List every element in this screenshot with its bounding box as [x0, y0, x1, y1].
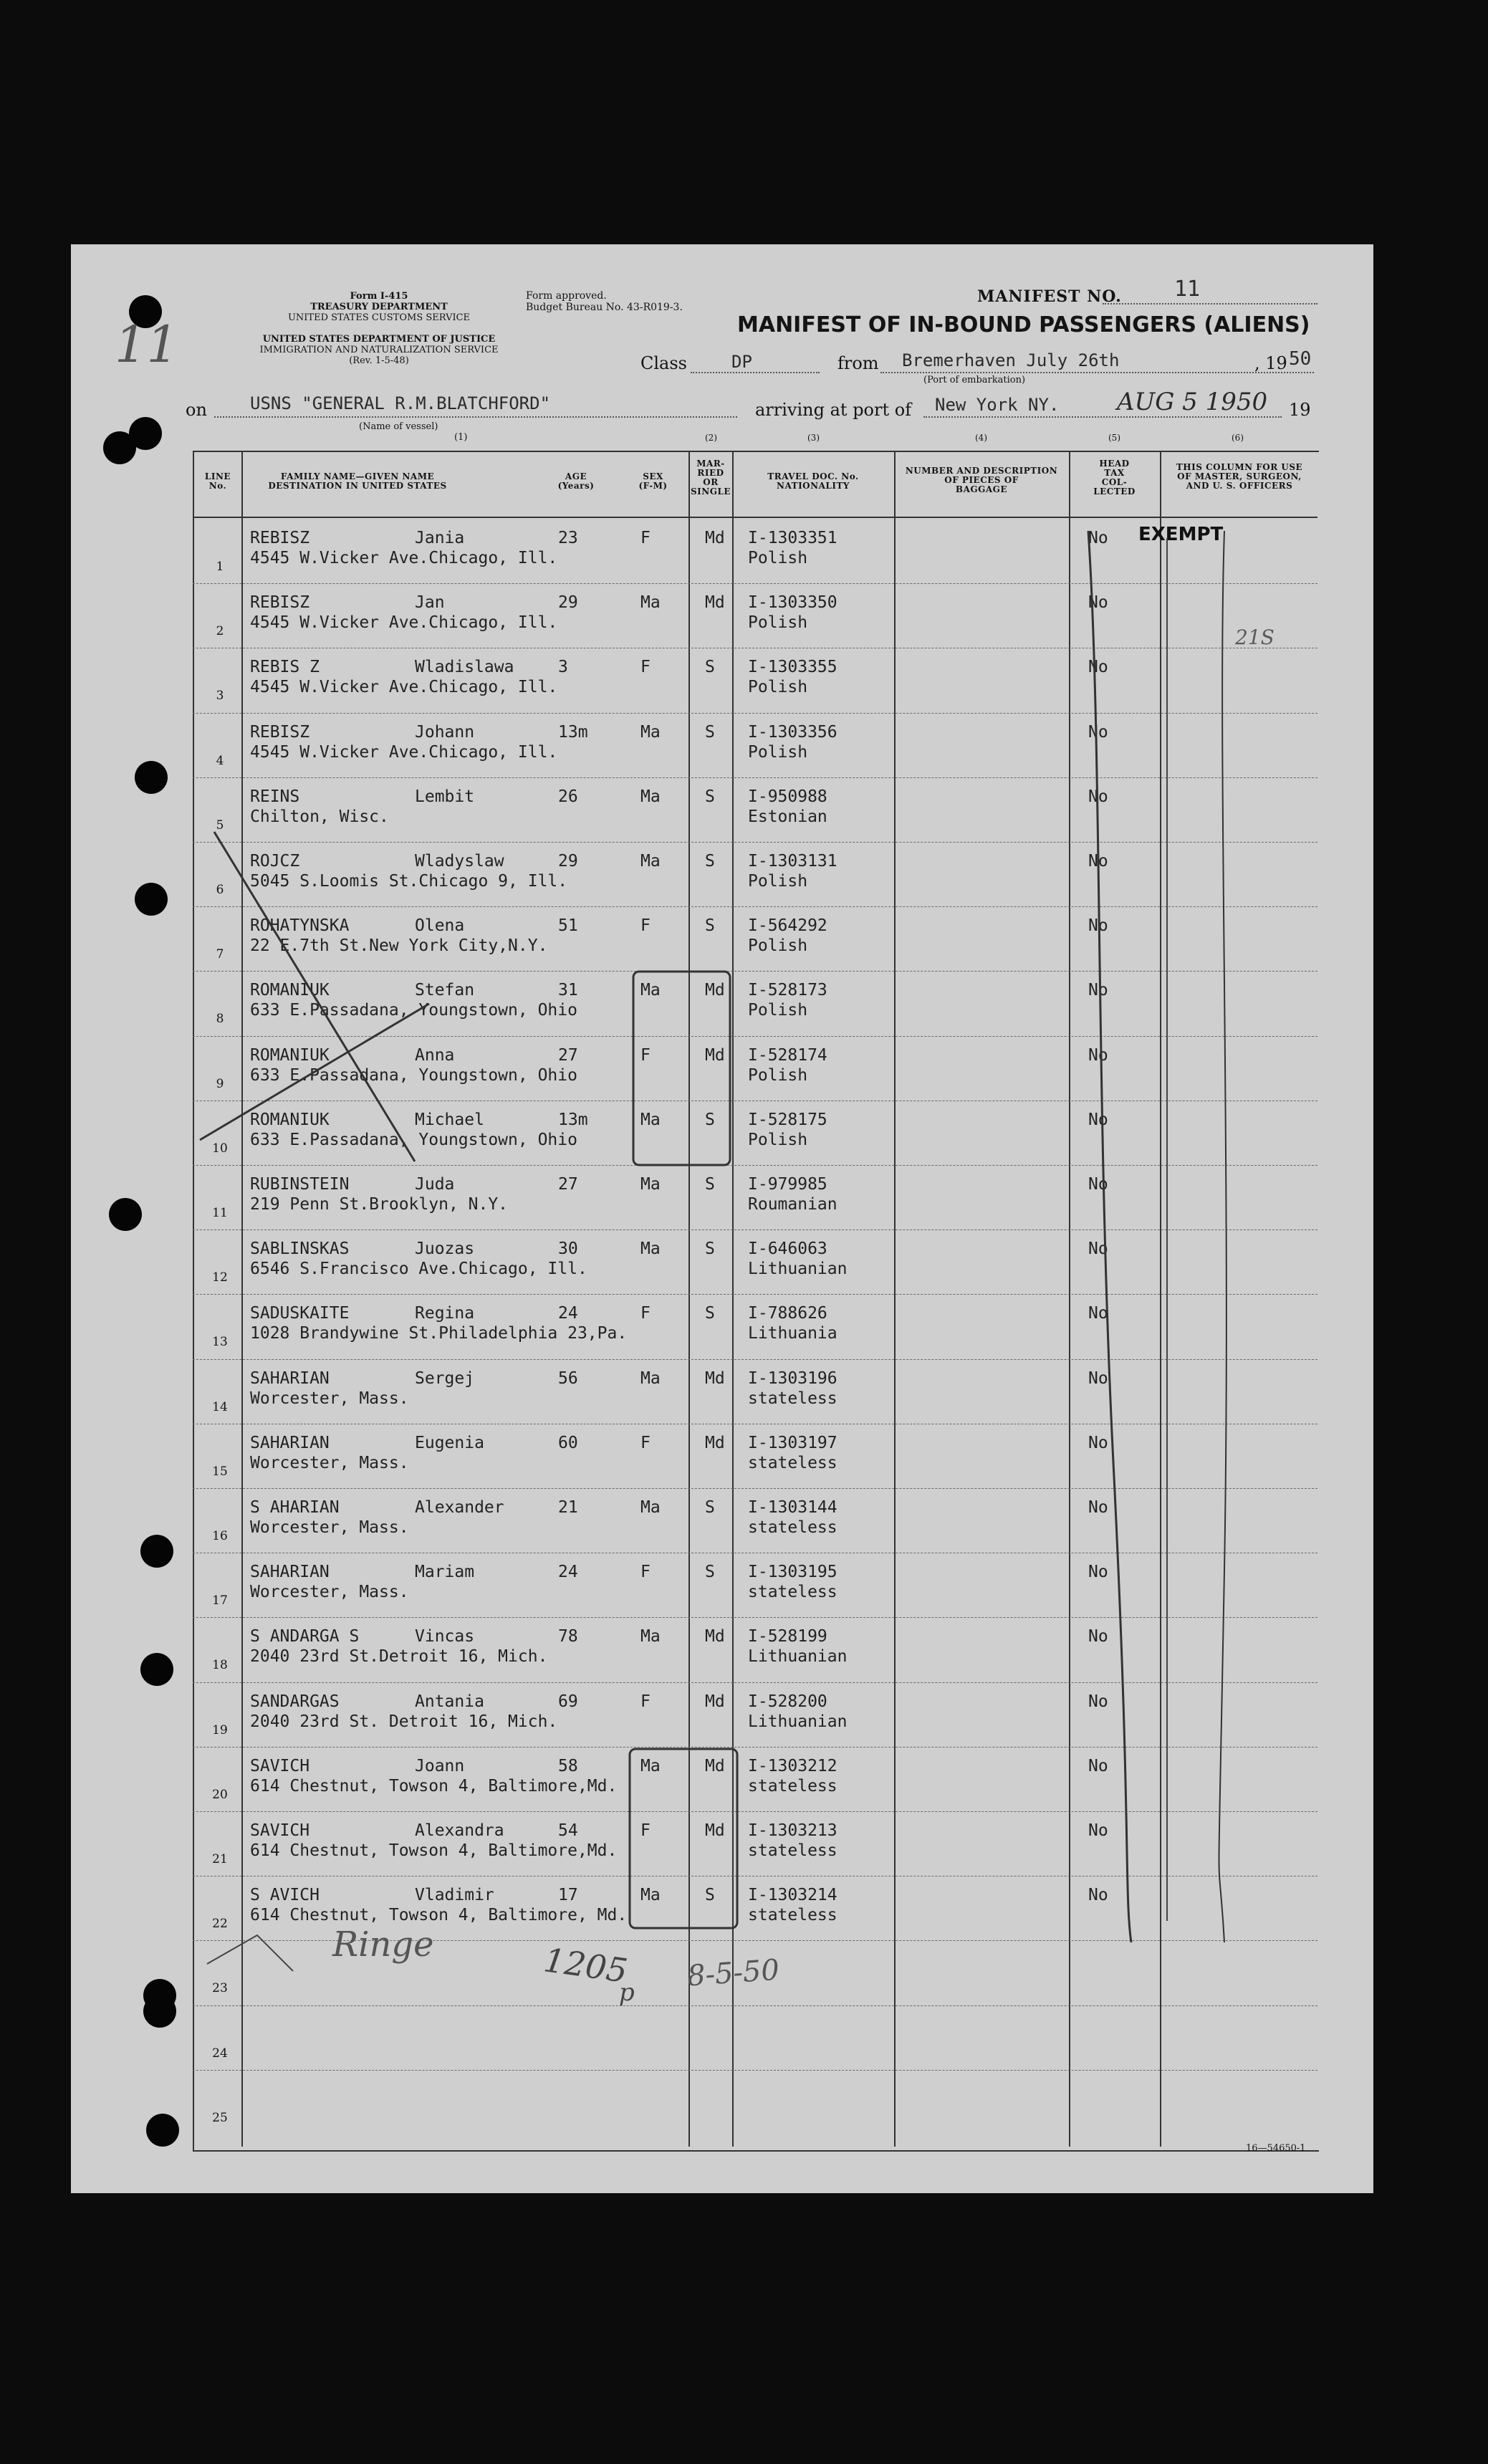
row-sex: F [640, 1433, 651, 1452]
row-sex: F [640, 1045, 651, 1065]
year-prefix: , 19 [1254, 353, 1287, 373]
treasury-dept: TREASURY DEPARTMENT [310, 302, 448, 312]
row-nationality: Polish [748, 742, 808, 762]
row-line-number: 11 [212, 1206, 228, 1220]
row-given-name: Antania [415, 1692, 484, 1711]
row-age: 27 [558, 1045, 578, 1065]
row-line-number: 23 [212, 1981, 228, 1996]
binder-hole [135, 761, 168, 794]
row-destination: Chilton, Wisc. [250, 807, 389, 826]
form-footer: 16—54650-1 [1246, 2143, 1306, 2154]
row-nationality: stateless [748, 1906, 837, 1925]
row-given-name: Mariam [415, 1563, 475, 1582]
row-destination: 614 Chestnut, Towson 4, Baltimore, Md. [250, 1906, 628, 1925]
row-sex: F [640, 658, 651, 677]
row-family-name: ROMANIUK [250, 1045, 330, 1065]
col-travel-doc: TRAVEL DOC. No. NATIONALITY [767, 471, 859, 491]
margin-mark: 11 [115, 315, 179, 374]
row-family-name: SAHARIAN [250, 1433, 330, 1452]
row-given-name: Joann [415, 1756, 465, 1775]
row-given-name: Vladimir [415, 1886, 494, 1905]
row-sex: F [640, 1304, 651, 1323]
row-family-name: ROMANIUK [250, 981, 330, 1000]
row-head-tax: No [1088, 1304, 1108, 1323]
officer-note: 21S [1235, 625, 1275, 649]
signature: Ringe [332, 1924, 434, 1965]
row-head-tax: No [1088, 658, 1108, 677]
exempt-stamp: EXEMPT [1138, 524, 1224, 545]
revision-label: (Rev. 1-5-48) [349, 355, 409, 366]
row-age: 17 [558, 1886, 578, 1905]
row-line-number: 21 [212, 1852, 228, 1866]
row-travel-doc: I-1303350 [748, 593, 837, 613]
row-destination: 614 Chestnut, Towson 4, Baltimore,Md. [250, 1776, 618, 1796]
row-marital-status: Md [705, 1368, 725, 1388]
row-destination: 5045 S.Loomis St.Chicago 9, Ill. [250, 872, 568, 891]
row-line-number: 18 [212, 1658, 228, 1673]
binder-hole [146, 2114, 179, 2147]
row-head-tax: No [1088, 1563, 1108, 1582]
row-line-number: 13 [212, 1335, 228, 1350]
row-travel-doc: I-528199 [748, 1627, 827, 1646]
bottom-p: p [619, 1978, 635, 2007]
row-family-name: SAVICH [250, 1821, 310, 1840]
row-head-tax: No [1088, 1240, 1108, 1259]
row-head-tax: No [1088, 529, 1108, 547]
row-line-number: 7 [216, 947, 224, 962]
row-destination: 633 E.Passadana, Youngstown, Ohio [250, 1001, 577, 1020]
manifest-title: MANIFEST OF IN-BOUND PASSENGERS (ALIENS) [737, 312, 1310, 337]
row-destination: Worcester, Mass. [250, 1518, 409, 1537]
row-line-number: 5 [216, 818, 224, 833]
row-head-tax: No [1088, 981, 1108, 1000]
row-line-number: 25 [212, 2110, 228, 2125]
row-marital-status: S [705, 658, 715, 677]
row-line-number: 24 [212, 2046, 228, 2061]
row-marital-status: Md [705, 1045, 725, 1065]
row-destination: 4545 W.Vicker Ave.Chicago, Ill. [250, 549, 558, 567]
row-head-tax: No [1088, 852, 1108, 871]
row-nationality: stateless [748, 1841, 837, 1860]
arrival-date-stamp: AUG 5 1950 [1117, 388, 1268, 416]
row-head-tax: No [1088, 1821, 1108, 1840]
row-line-number: 19 [212, 1722, 228, 1737]
row-family-name: SAVICH [250, 1756, 310, 1775]
row-age: 13m [558, 1110, 588, 1129]
row-nationality: Polish [748, 1001, 808, 1020]
col-line-no: LINE No. [204, 471, 231, 491]
row-family-name: ROJCZ [250, 852, 300, 871]
col-age: AGE (Years) [557, 471, 595, 491]
col-name: FAMILY NAME—GIVEN NAME DESTINATION IN UNITED STATES [268, 471, 447, 491]
col-sex: SEX (F-M) [638, 471, 668, 491]
row-age: 24 [558, 1563, 578, 1582]
row-destination: Worcester, Mass. [250, 1453, 409, 1472]
col-num-3: (3) [807, 433, 820, 443]
row-line-number: 4 [216, 753, 224, 768]
row-travel-doc: I-528200 [748, 1692, 827, 1711]
row-nationality: Lithuanian [748, 1712, 848, 1731]
row-line-number: 6 [216, 883, 224, 897]
row-sex: Ma [640, 787, 661, 806]
row-head-tax: No [1088, 1498, 1108, 1517]
row-destination: 4545 W.Vicker Ave.Chicago, Ill. [250, 678, 558, 697]
row-line-number: 14 [212, 1399, 228, 1414]
row-destination: 633 E.Passadana, Youngstown, Ohio [250, 1065, 577, 1085]
row-age: 29 [558, 852, 578, 871]
row-nationality: Polish [748, 549, 808, 567]
row-given-name: Sergej [415, 1368, 475, 1388]
row-line-number: 2 [216, 624, 224, 639]
row-head-tax: No [1088, 1433, 1108, 1452]
row-marital-status: S [705, 1110, 715, 1129]
row-line-number: 16 [212, 1529, 228, 1543]
row-head-tax: No [1088, 1627, 1108, 1646]
row-head-tax: No [1088, 1110, 1108, 1129]
row-destination: 4545 W.Vicker Ave.Chicago, Ill. [250, 613, 558, 633]
binder-hole [143, 1995, 176, 2028]
manifest-no-value: 11 [1174, 277, 1201, 302]
row-family-name: RUBINSTEIN [250, 1175, 350, 1194]
row-line-number: 1 [216, 560, 224, 574]
row-sex: Ma [640, 1627, 661, 1646]
row-destination: Worcester, Mass. [250, 1583, 409, 1602]
row-marital-status: Md [705, 1692, 725, 1711]
row-travel-doc: I-1303196 [748, 1368, 837, 1388]
col-num-2: (2) [705, 433, 717, 443]
form-approved: Form approved. [526, 290, 607, 302]
row-marital-status: Md [705, 1433, 725, 1452]
row-age: 31 [558, 981, 578, 1000]
row-nationality: stateless [748, 1389, 837, 1408]
row-marital-status: S [705, 722, 715, 742]
row-marital-status: S [705, 1886, 715, 1905]
row-given-name: Juda [415, 1175, 455, 1194]
col-baggage: NUMBER AND DESCRIPTION OF PIECES OF BAGGAGE [905, 466, 1058, 494]
row-destination: 22 E.7th St.New York City,N.Y. [250, 936, 548, 956]
row-destination: 633 E.Passadana, Youngstown, Ohio [250, 1130, 577, 1149]
row-head-tax: No [1088, 722, 1108, 742]
row-destination: 4545 W.Vicker Ave.Chicago, Ill. [250, 742, 558, 762]
row-sex: F [640, 1821, 651, 1840]
row-given-name: Anna [415, 1045, 455, 1065]
manifest-page [71, 244, 1373, 2193]
row-nationality: Roumanian [748, 1195, 837, 1214]
ink-marks [71, 244, 1373, 2193]
row-age: 13m [558, 722, 588, 742]
col-officers: THIS COLUMN FOR USE OF MASTER, SURGEON, AND U. S. OFFICERS [1176, 462, 1303, 491]
justice-dept: UNITED STATES DEPARTMENT OF JUSTICE [262, 334, 496, 345]
row-given-name: Jania [415, 529, 465, 547]
col-num-5: (5) [1108, 433, 1120, 443]
row-line-number: 15 [212, 1464, 228, 1479]
row-sex: F [640, 1563, 651, 1582]
customs-service: UNITED STATES CUSTOMS SERVICE [287, 312, 471, 323]
row-marital-status: S [705, 1498, 715, 1517]
row-given-name: Vincas [415, 1627, 475, 1646]
row-nationality: Polish [748, 613, 808, 633]
row-marital-status: S [705, 916, 715, 936]
row-destination: 1028 Brandywine St.Philadelphia 23,Pa. [250, 1324, 628, 1343]
row-sex: Ma [640, 1886, 661, 1905]
row-line-number: 20 [212, 1787, 228, 1802]
row-head-tax: No [1088, 916, 1108, 936]
row-family-name: REINS [250, 787, 300, 806]
row-marital-status: Md [705, 529, 725, 547]
row-head-tax: No [1088, 593, 1108, 613]
row-age: 60 [558, 1433, 578, 1452]
binder-hole [109, 1198, 142, 1231]
row-family-name: REBISZ [250, 593, 310, 613]
arrival-year-suffix: 19 [1289, 400, 1311, 420]
row-given-name: Eugenia [415, 1433, 484, 1452]
row-travel-doc: I-1303212 [748, 1756, 837, 1775]
row-travel-doc: I-528174 [748, 1045, 827, 1065]
col-head-tax: HEAD TAX COL- LECTED [1093, 459, 1136, 497]
row-age: 54 [558, 1821, 578, 1840]
row-given-name: Wladyslaw [415, 852, 504, 871]
row-sex: Ma [640, 981, 661, 1000]
form-number: Form I-415 [350, 291, 408, 302]
row-nationality: Polish [748, 1065, 808, 1085]
row-destination: 219 Penn St.Brooklyn, N.Y. [250, 1195, 509, 1214]
row-destination: 2040 23rd St.Detroit 16, Mich. [250, 1647, 548, 1667]
row-sex: F [640, 1692, 651, 1711]
bottom-number: 1205 [541, 1940, 630, 1990]
row-family-name: SADUSKAITE [250, 1304, 350, 1323]
vessel-label: (Name of vessel) [359, 421, 438, 432]
row-sex: Ma [640, 1368, 661, 1388]
row-head-tax: No [1088, 1175, 1108, 1194]
row-age: 26 [558, 787, 578, 806]
row-age: 21 [558, 1498, 578, 1517]
row-sex: F [640, 529, 651, 547]
from-label: from [837, 353, 879, 373]
row-travel-doc: I-1303197 [748, 1433, 837, 1452]
row-nationality: stateless [748, 1518, 837, 1537]
row-travel-doc: I-1303213 [748, 1821, 837, 1840]
row-head-tax: No [1088, 1045, 1108, 1065]
row-line-number: 12 [212, 1270, 228, 1285]
row-line-number: 17 [212, 1593, 228, 1609]
row-travel-doc: I-1303214 [748, 1886, 837, 1905]
row-marital-status: S [705, 1563, 715, 1582]
col-num-4: (4) [975, 433, 987, 443]
row-travel-doc: I-1303144 [748, 1498, 837, 1517]
row-nationality: Polish [748, 678, 808, 697]
row-sex: Ma [640, 852, 661, 871]
row-line-number: 3 [216, 689, 224, 704]
row-given-name: Alexander [415, 1498, 504, 1517]
col-married: MAR- RIED OR SINGLE [690, 459, 731, 497]
row-travel-doc: I-788626 [748, 1304, 827, 1323]
row-line-number: 10 [212, 1141, 228, 1156]
row-age: 51 [558, 916, 578, 936]
row-family-name: SANDARGAS [250, 1692, 340, 1711]
row-age: 78 [558, 1627, 578, 1646]
row-marital-status: Md [705, 981, 725, 1000]
row-family-name: REBISZ [250, 722, 310, 742]
row-destination: 6546 S.Francisco Ave.Chicago, Ill. [250, 1260, 587, 1279]
row-head-tax: No [1088, 1692, 1108, 1711]
row-family-name: SAHARIAN [250, 1563, 330, 1582]
row-destination: 614 Chestnut, Towson 4, Baltimore,Md. [250, 1841, 618, 1860]
row-sex: Ma [640, 593, 661, 613]
row-nationality: Lithuania [748, 1324, 837, 1343]
row-destination: Worcester, Mass. [250, 1389, 409, 1408]
row-age: 27 [558, 1175, 578, 1194]
binder-hole [140, 1653, 173, 1686]
row-marital-status: Md [705, 1756, 725, 1775]
row-family-name: ROHATYNSKA [250, 916, 350, 936]
col-num-6: (6) [1232, 433, 1244, 443]
row-sex: Ma [640, 1756, 661, 1775]
class-value: DP [731, 352, 752, 372]
row-given-name: Jan [415, 593, 445, 613]
row-given-name: Michael [415, 1110, 484, 1129]
row-given-name: Stefan [415, 981, 475, 1000]
row-sex: Ma [640, 722, 661, 742]
row-family-name: SAHARIAN [250, 1368, 330, 1388]
row-marital-status: S [705, 1304, 715, 1323]
row-family-name: ROMANIUK [250, 1110, 330, 1129]
row-nationality: Lithuanian [748, 1647, 848, 1667]
row-family-name: REBISZ [250, 529, 310, 547]
row-age: 56 [558, 1368, 578, 1388]
row-family-name: S AHARIAN [250, 1498, 340, 1517]
binder-hole [103, 431, 136, 464]
row-given-name: Alexandra [415, 1821, 504, 1840]
row-marital-status: Md [705, 1627, 725, 1646]
row-sex: Ma [640, 1110, 661, 1129]
row-nationality: stateless [748, 1776, 837, 1796]
row-travel-doc: I-646063 [748, 1240, 827, 1259]
row-travel-doc: I-528173 [748, 981, 827, 1000]
row-age: 3 [558, 658, 568, 677]
binder-hole [135, 883, 168, 916]
row-given-name: Olena [415, 916, 465, 936]
row-marital-status: S [705, 852, 715, 871]
row-marital-status: S [705, 1175, 715, 1194]
row-travel-doc: I-564292 [748, 916, 827, 936]
row-given-name: Juozas [415, 1240, 475, 1259]
arriving-label: arriving at port of [755, 400, 912, 420]
row-travel-doc: I-1303355 [748, 658, 837, 677]
vessel-col: (1) [454, 432, 468, 443]
year-value: 50 [1289, 348, 1312, 370]
arrival-port: New York NY. [935, 395, 1060, 415]
row-travel-doc: I-1303351 [748, 529, 837, 547]
row-given-name: Johann [415, 722, 475, 742]
row-line-number: 8 [216, 1012, 224, 1027]
row-nationality: Polish [748, 1130, 808, 1149]
row-sex: Ma [640, 1240, 661, 1259]
row-sex: F [640, 916, 651, 936]
row-travel-doc: I-950988 [748, 787, 827, 806]
row-head-tax: No [1088, 1756, 1108, 1775]
row-age: 24 [558, 1304, 578, 1323]
row-nationality: Polish [748, 936, 808, 956]
row-marital-status: S [705, 787, 715, 806]
ins-label: IMMIGRATION AND NATURALIZATION SERVICE [259, 345, 499, 355]
row-head-tax: No [1088, 1886, 1108, 1905]
row-head-tax: No [1088, 787, 1108, 806]
row-family-name: SABLINSKAS [250, 1240, 350, 1259]
row-age: 69 [558, 1692, 578, 1711]
row-nationality: stateless [748, 1583, 837, 1602]
budget-bureau: Budget Bureau No. 43-R019-3. [526, 302, 683, 313]
row-given-name: Regina [415, 1304, 475, 1323]
row-line-number: 22 [212, 1917, 228, 1932]
row-travel-doc: I-979985 [748, 1175, 827, 1194]
row-nationality: Polish [748, 872, 808, 891]
row-given-name: Wladislawa [415, 658, 514, 677]
row-given-name: Lembit [415, 787, 475, 806]
row-travel-doc: I-528175 [748, 1110, 827, 1129]
row-nationality: Estonian [748, 807, 827, 826]
row-age: 23 [558, 529, 578, 547]
bottom-date: 8-5-50 [686, 1953, 781, 1993]
row-age: 30 [558, 1240, 578, 1259]
vessel-value: USNS "GENERAL R.M.BLATCHFORD" [250, 393, 551, 413]
row-family-name: S ANDARGA S [250, 1627, 360, 1646]
row-marital-status: Md [705, 1821, 725, 1840]
row-line-number: 9 [216, 1076, 224, 1091]
from-value: Bremerhaven July 26th [902, 350, 1120, 370]
port-embark-label: (Port of embarkation) [923, 375, 1026, 385]
row-destination: 2040 23rd St. Detroit 16, Mich. [250, 1712, 558, 1731]
row-head-tax: No [1088, 1368, 1108, 1388]
row-marital-status: Md [705, 593, 725, 613]
row-family-name: REBIS Z [250, 658, 320, 677]
manifest-no-label: MANIFEST NO. [977, 287, 1122, 306]
on-label: on [186, 400, 207, 420]
row-travel-doc: I-1303131 [748, 852, 837, 871]
row-marital-status: S [705, 1240, 715, 1259]
row-travel-doc: I-1303195 [748, 1563, 837, 1582]
row-sex: Ma [640, 1498, 661, 1517]
binder-hole [140, 1535, 173, 1568]
row-sex: Ma [640, 1175, 661, 1194]
row-nationality: stateless [748, 1453, 837, 1472]
row-travel-doc: I-1303356 [748, 722, 837, 742]
row-age: 58 [558, 1756, 578, 1775]
row-age: 29 [558, 593, 578, 613]
row-family-name: S AVICH [250, 1886, 320, 1905]
class-label: Class [640, 353, 687, 373]
row-nationality: Lithuanian [748, 1260, 848, 1279]
